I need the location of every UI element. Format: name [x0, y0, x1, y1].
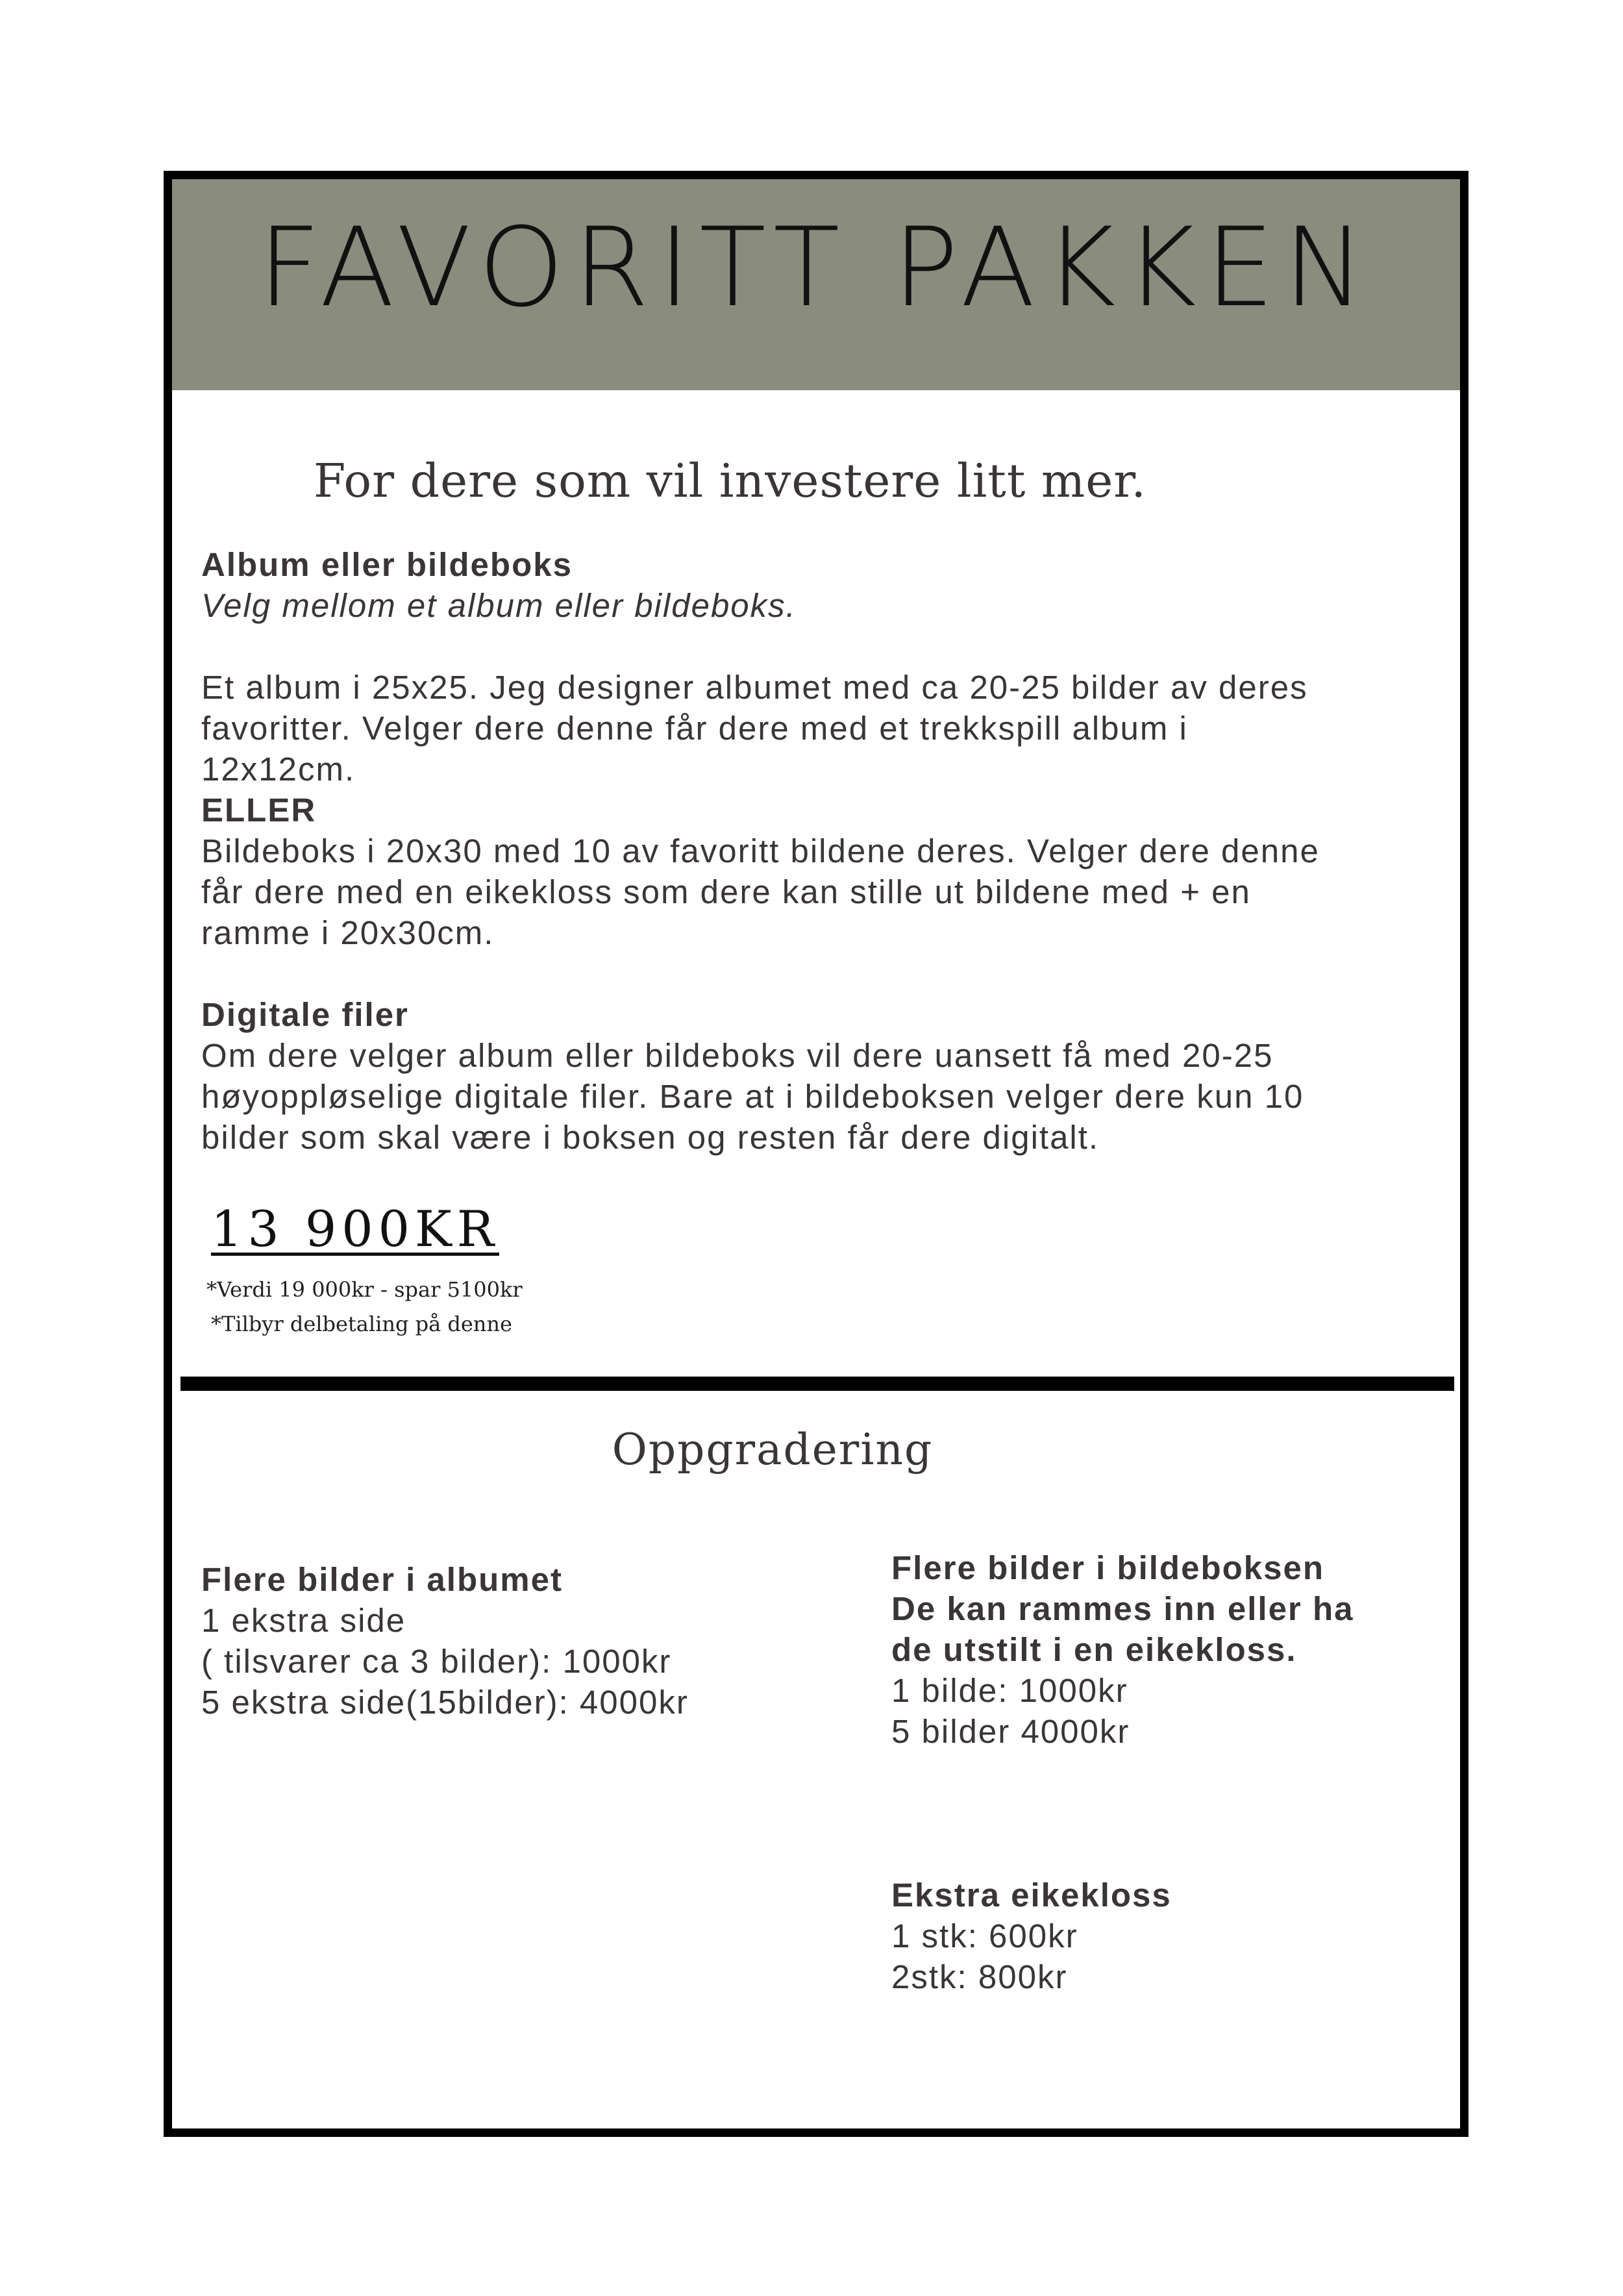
- upgrade-heading: Oppgradering: [612, 1425, 934, 1475]
- upgrade-box-block: [891, 1547, 1463, 1997]
- installment-note: *Tilbyr delbetaling på denne: [211, 1312, 512, 1336]
- album-section-intro: Velg mellom et album eller bildeboks.: [201, 587, 797, 624]
- album-description-line: Et album i 25x25. Jeg designer albumet med ca 20-25 bilder av deres: [201, 669, 1308, 706]
- upgrade-box-line: 5 bilder 4000kr: [891, 1713, 1130, 1750]
- subtitle: For dere som vil investere litt mer.: [314, 454, 1146, 508]
- value-note: *Verdi 19 000kr - spar 5100kr: [206, 1277, 523, 1302]
- section-divider: [180, 1377, 1454, 1391]
- spacer: [891, 1834, 1463, 1875]
- upgrade-album-block: [201, 1559, 850, 1723]
- spacer: [891, 1752, 1463, 1793]
- upgrade-box-line: 1 bilde: 1000kr: [891, 1672, 1128, 1709]
- upgrade-box-heading: de utstilt i en eikekloss.: [891, 1631, 1297, 1668]
- digital-description-line: bilder som skal være i boksen og resten får dere digitalt.: [201, 1119, 1100, 1156]
- digital-description-line: høyoppløselige digitale filer. Bare at i bildeboksen velger dere kun 10: [201, 1078, 1304, 1115]
- album-description-line: 12x12cm.: [201, 751, 356, 788]
- upgrade-album-line: 5 ekstra side(15bilder): 4000kr: [201, 1684, 689, 1721]
- upgrade-box-heading: De kan rammes inn eller ha: [891, 1590, 1354, 1627]
- package-price: 13 900KR: [211, 1200, 499, 1258]
- spacer: [201, 626, 1435, 667]
- extra-block-line: 1 stk: 600kr: [891, 1917, 1078, 1954]
- extra-block-line: 2stk: 800kr: [891, 1958, 1068, 1995]
- upgrade-album-heading: Flere bilder i albumet: [201, 1561, 563, 1598]
- upgrade-album-line: 1 ekstra side: [201, 1602, 406, 1639]
- box-description-line: Bildeboks i 20x30 med 10 av favoritt bildene deres. Velger dere denne: [201, 832, 1320, 869]
- spacer: [891, 1793, 1463, 1834]
- spacer: [201, 953, 1435, 994]
- box-description-line: ramme i 20x30cm.: [201, 914, 495, 951]
- album-description-line: favoritter. Velger dere denne får dere med et trekkspill album i: [201, 710, 1188, 747]
- or-label: ELLER: [201, 792, 317, 829]
- digital-description-line: Om dere velger album eller bildeboks vil dere uansett få med 20-25: [201, 1037, 1274, 1074]
- extra-block-heading: Ekstra eikekloss: [891, 1877, 1172, 1914]
- page-title: FAVORITT PAKKEN: [258, 204, 1374, 331]
- album-section: [201, 544, 1435, 1158]
- upgrade-album-line: ( tilsvarer ca 3 bilder): 1000kr: [201, 1643, 672, 1680]
- box-description-line: får dere med en eikekloss som dere kan stille ut bildene med + en: [201, 873, 1251, 910]
- digital-section-heading: Digitale filer: [201, 996, 409, 1033]
- upgrade-box-heading: Flere bilder i bildeboksen: [891, 1549, 1324, 1586]
- album-section-heading: Album eller bildeboks: [201, 546, 573, 583]
